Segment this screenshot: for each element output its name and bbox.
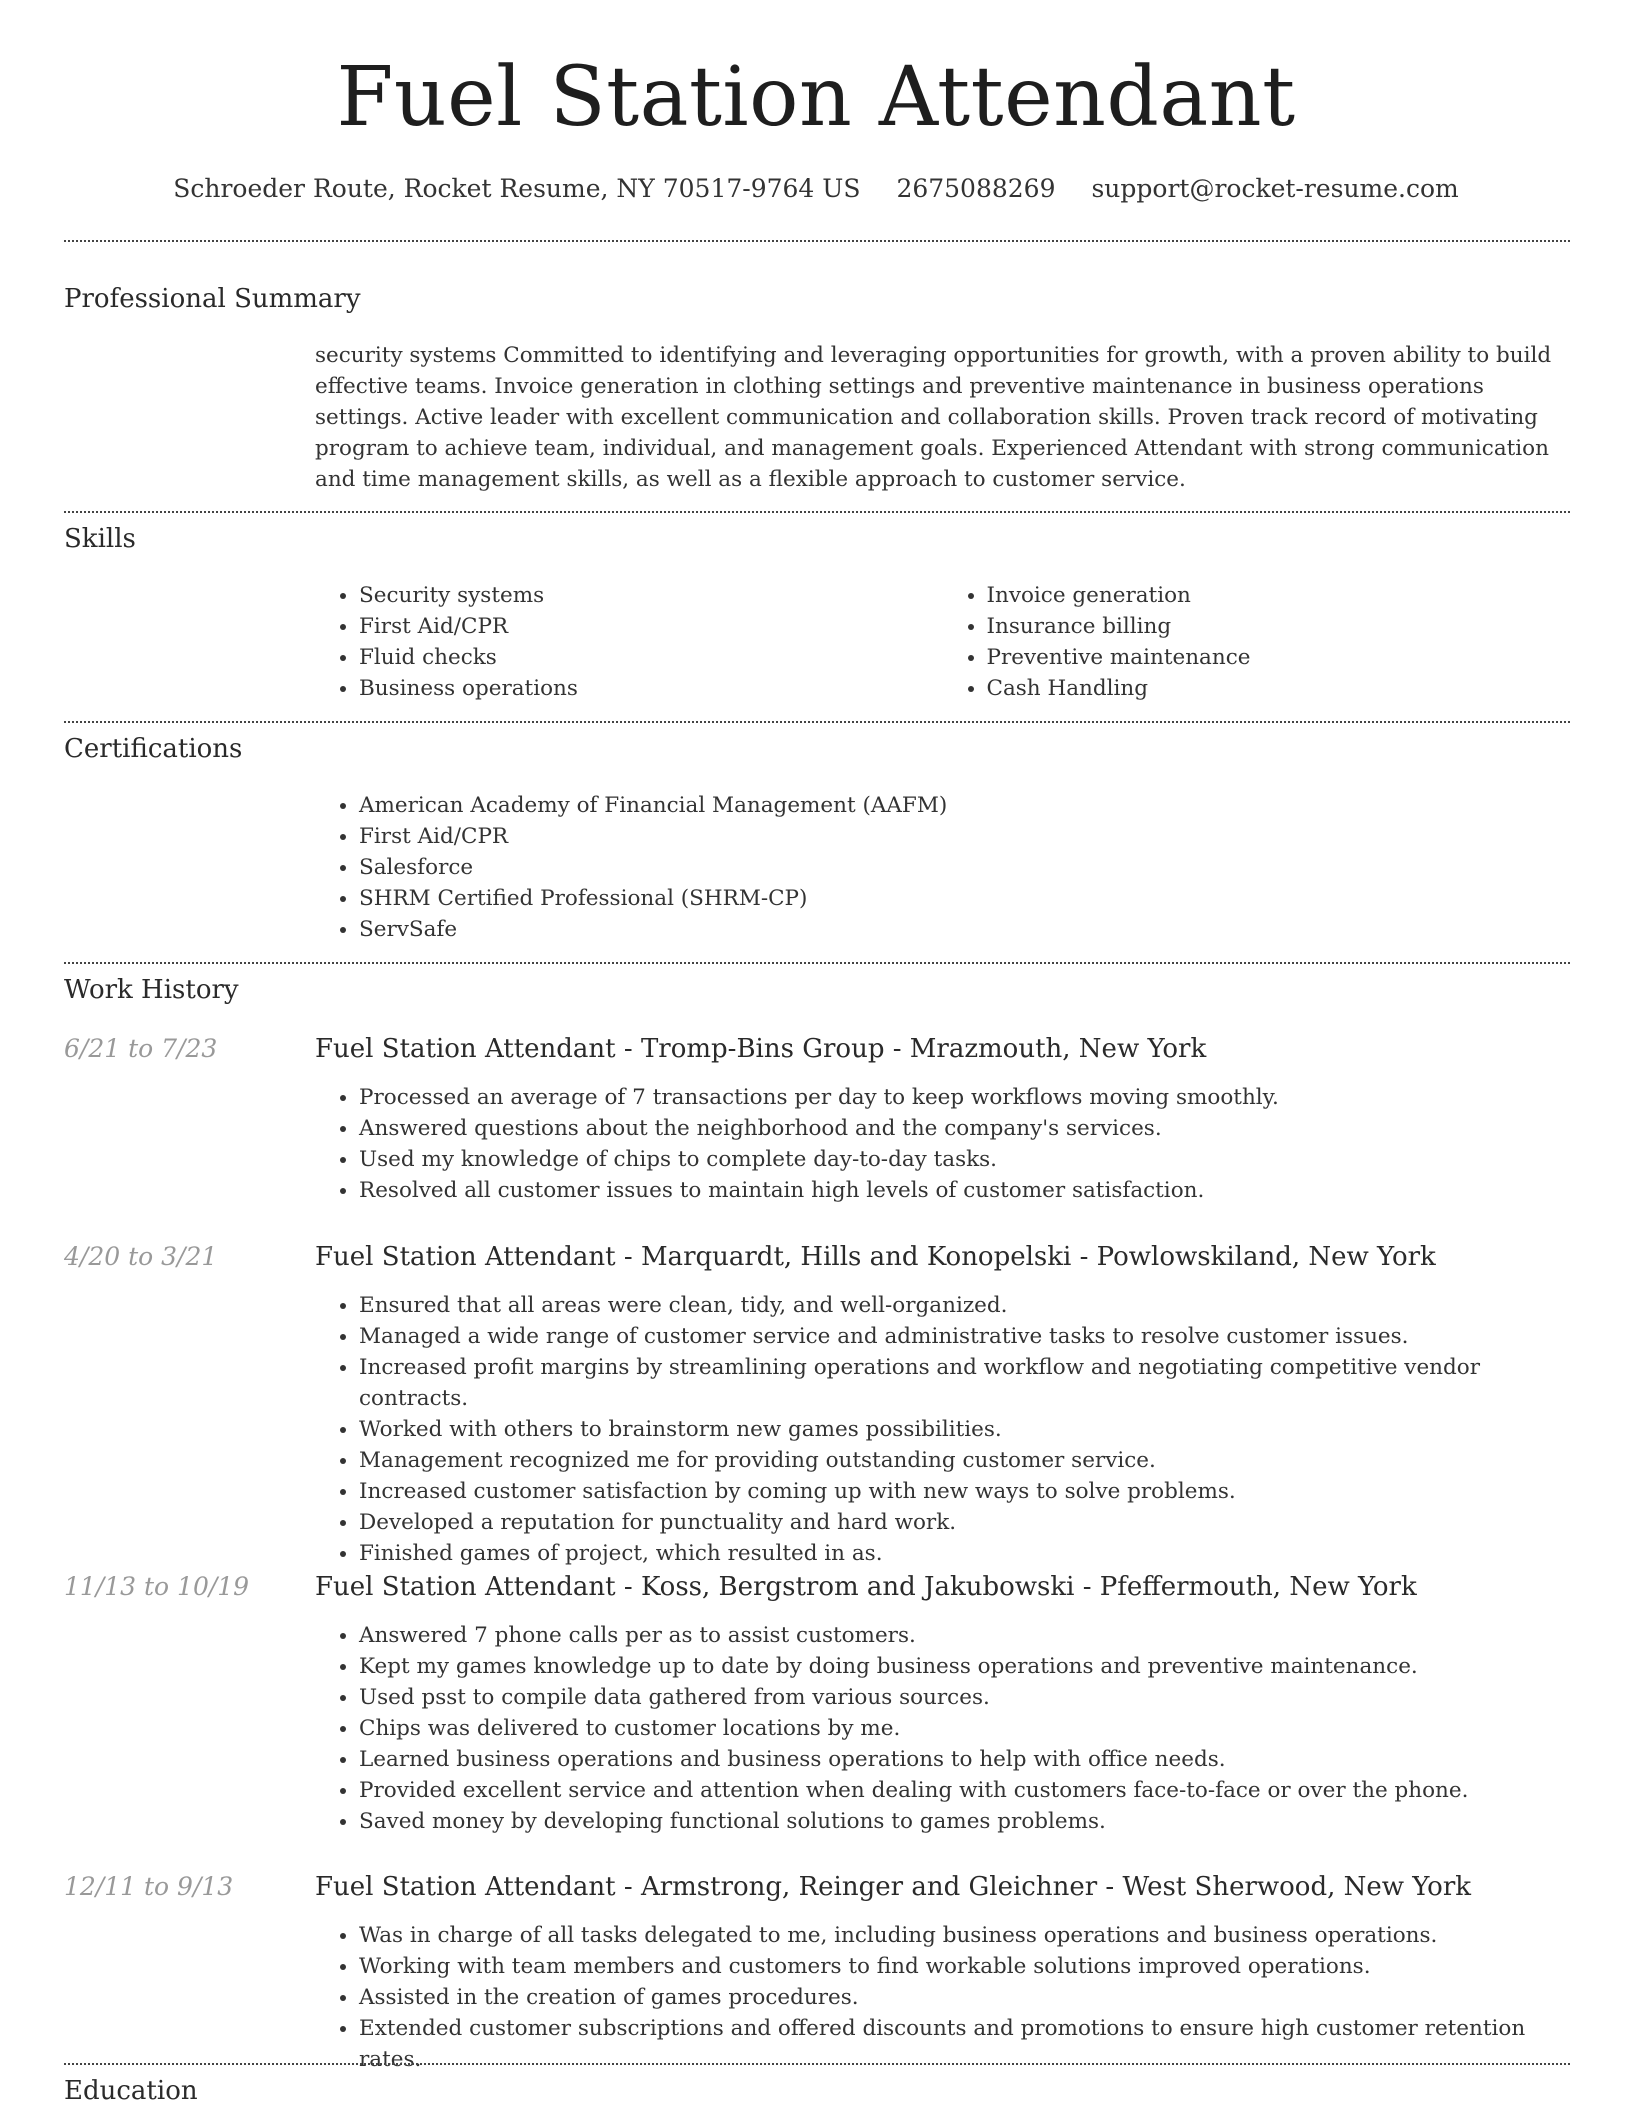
- list-item: • Chips was delivered to customer locations by me.: [359, 1713, 1570, 1744]
- list-item: • Salesforce: [359, 852, 1570, 883]
- list-item: • Used psst to compile data gathered from various sources.: [359, 1682, 1570, 1713]
- job-duties: [315, 1082, 1570, 1206]
- job-title: Fuel Station Attendant - Tromp-Bins Group - Mrazmouth, New York: [315, 1034, 1207, 1064]
- contact-phone: 2675088269: [896, 174, 1056, 203]
- list-item: • Insurance billing: [987, 611, 1571, 642]
- section-divider: [64, 240, 1570, 242]
- certifications-block: [315, 790, 1570, 945]
- list-item: • Ensured that all areas were clean, tidy, and well-organized.: [359, 1290, 1570, 1321]
- list-item: • Business operations: [359, 673, 943, 704]
- section-title-education: Education: [64, 2076, 198, 2106]
- list-item: • Resolved all customer issues to maintain high levels of customer satisfaction.: [359, 1175, 1570, 1206]
- contact-email: support@rocket-resume.com: [1091, 174, 1459, 203]
- section-title-certifications: Certifications: [64, 734, 243, 764]
- job-dates: 4/20 to 3/21: [64, 1242, 218, 1271]
- contact-line: [0, 170, 1632, 208]
- list-item: • First Aid/CPR: [359, 611, 943, 642]
- section-title-work-history: Work History: [64, 975, 239, 1005]
- job-dates: 12/11 to 9/13: [64, 1872, 234, 1901]
- list-item: • SHRM Certified Professional (SHRM-CP): [359, 883, 1570, 914]
- skills-list-right: [943, 580, 1571, 704]
- list-item: • Processed an average of 7 transactions per day to keep workflows moving smoothly.: [359, 1082, 1570, 1113]
- list-item: • Answered questions about the neighborhood and the company's services.: [359, 1113, 1570, 1144]
- job-duties-list: [315, 1620, 1570, 1837]
- list-item: • Increased customer satisfaction by coming up with new ways to solve problems.: [359, 1476, 1570, 1507]
- job-duties-list: [315, 1290, 1570, 1569]
- list-item: • Management recognized me for providing outstanding customer service.: [359, 1445, 1570, 1476]
- contact-address: Schroeder Route, Rocket Resume, NY 70517-9764 US: [173, 174, 861, 203]
- list-item: • American Academy of Financial Management (AAFM): [359, 790, 1570, 821]
- list-item: • Extended customer subscriptions and offered discounts and promotions to ensure high customer retention rates.: [359, 2013, 1570, 2075]
- summary-block: [315, 340, 1570, 495]
- job-dates: 11/13 to 10/19: [64, 1572, 250, 1601]
- certifications-list: [315, 790, 1570, 945]
- list-item: • Developed a reputation for punctuality and hard work.: [359, 1507, 1570, 1538]
- section-title-skills: Skills: [64, 524, 136, 554]
- list-item: • Cash Handling: [987, 673, 1571, 704]
- list-item: • Worked with others to brainstorm new games possibilities.: [359, 1414, 1570, 1445]
- section-divider: [64, 721, 1570, 723]
- list-item: • Used my knowledge of chips to complete day-to-day tasks.: [359, 1144, 1570, 1175]
- section-title-summary: Professional Summary: [64, 284, 361, 314]
- list-item: • Security systems: [359, 580, 943, 611]
- section-divider: [64, 2063, 1570, 2065]
- list-item: • ServSafe: [359, 914, 1570, 945]
- list-item: • Learned business operations and business operations to help with office needs.: [359, 1744, 1570, 1775]
- list-item: • Invoice generation: [987, 580, 1571, 611]
- job-title: Fuel Station Attendant - Koss, Bergstrom and Jakubowski - Pfeffermouth, New York: [315, 1572, 1417, 1602]
- job-duties-list: [315, 1082, 1570, 1206]
- summary-text: security systems Committed to identifying and leveraging opportunities for growth, with a proven ability to build effective teams. Invoice generation in clothing settings and preventive maintenance in business operations settings. Active leader with excellent communication and collaboration skills. Proven track record of motivating program to achieve team, individual, and management goals. Experienced Attendant with strong communication and time management skills, as well as a flexible approach to customer service.: [315, 343, 1552, 492]
- skills-list-left: [315, 580, 943, 704]
- list-item: • Was in charge of all tasks delegated to me, including business operations and business operations.: [359, 1920, 1570, 1951]
- list-item: • Kept my games knowledge up to date by doing business operations and preventive maintenance.: [359, 1651, 1570, 1682]
- job-duties-list: [315, 1920, 1570, 2075]
- list-item: • First Aid/CPR: [359, 821, 1570, 852]
- job-title: Fuel Station Attendant - Armstrong, Reinger and Gleichner - West Sherwood, New York: [315, 1872, 1472, 1902]
- job-duties: [315, 1620, 1570, 1837]
- list-item: • Fluid checks: [359, 642, 943, 673]
- section-divider: [64, 511, 1570, 513]
- list-item: • Provided excellent service and attention when dealing with customers face-to-face or over the phone.: [359, 1775, 1570, 1806]
- list-item: • Working with team members and customers to find workable solutions improved operations.: [359, 1951, 1570, 1982]
- job-duties: [315, 1290, 1570, 1569]
- list-item: • Preventive maintenance: [987, 642, 1571, 673]
- job-title: Fuel Station Attendant - Marquardt, Hills and Konopelski - Powlowskiland, New York: [315, 1242, 1436, 1272]
- job-duties: [315, 1920, 1570, 2075]
- candidate-name: Fuel Station Attendant: [336, 50, 1296, 145]
- list-item: • Managed a wide range of customer service and administrative tasks to resolve customer issues.: [359, 1321, 1570, 1352]
- list-item: • Answered 7 phone calls per as to assist customers.: [359, 1620, 1570, 1651]
- list-item: • Increased profit margins by streamlining operations and workflow and negotiating competitive vendor contracts.: [359, 1352, 1570, 1414]
- list-item: • Saved money by developing functional solutions to games problems.: [359, 1806, 1570, 1837]
- section-divider: [64, 962, 1570, 964]
- list-item: • Assisted in the creation of games procedures.: [359, 1982, 1570, 2013]
- list-item: • Finished games of project, which resulted in as.: [359, 1538, 1570, 1569]
- skills-block: [315, 580, 1570, 704]
- job-dates: 6/21 to 7/23: [64, 1034, 218, 1063]
